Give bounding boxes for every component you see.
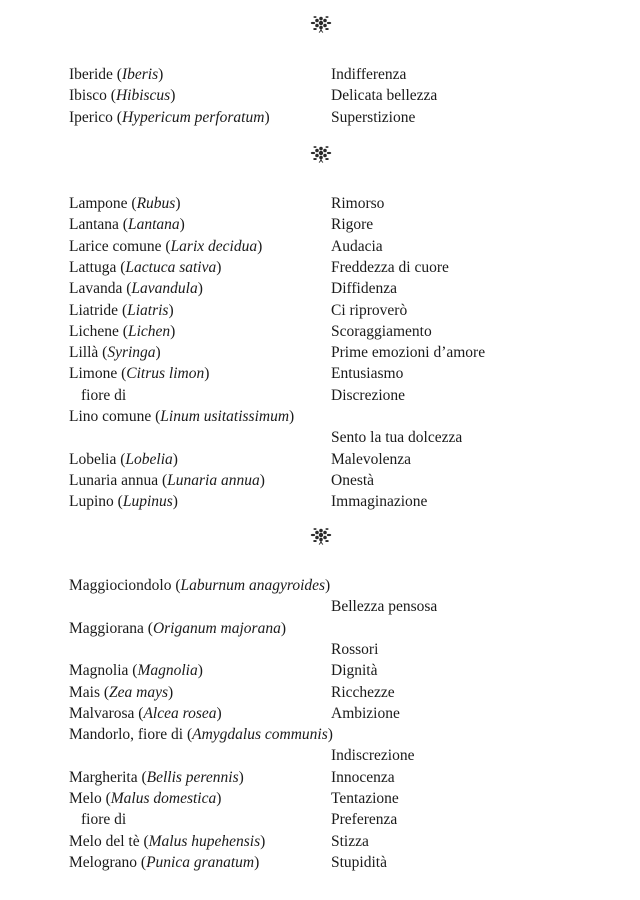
flower-meaning: Sento la tua dolcezza <box>331 429 463 447</box>
flower-entry-row <box>69 193 589 214</box>
flower-name: Lattuga (Lactuca sativa) <box>69 258 222 276</box>
flower-entry-row <box>69 703 589 724</box>
common-name: Lampone <box>69 195 128 212</box>
common-name: Liatride <box>69 301 119 319</box>
common-name: Maggiociondolo <box>69 577 172 594</box>
common-name: Melo <box>69 790 102 807</box>
flower-meaning: Entusiasmo <box>331 365 404 383</box>
common-name: Lavanda <box>69 280 123 298</box>
scientific-name: Origanum majorana <box>152 619 281 637</box>
flower-entry-row <box>69 767 589 788</box>
flower-entry-row <box>69 809 589 830</box>
common-name: Ibisco <box>69 87 107 105</box>
flower-subentry <box>69 385 126 406</box>
flower-name: Ibisco (Hibiscus) <box>69 87 176 105</box>
common-name: Magnolia <box>69 662 129 680</box>
scientific-name: Linum usitatissimum <box>160 408 290 425</box>
flower-entry-row <box>69 406 589 427</box>
floral-ornament-icon <box>309 526 333 546</box>
flower-meaning: Indiscrezione <box>331 747 415 765</box>
flower-meaning: Tentazione <box>331 790 399 807</box>
common-name: Lichene <box>69 322 119 340</box>
flower-subentry <box>69 809 126 830</box>
scientific-name: Punica granatum <box>146 853 255 871</box>
flower-meaning: Audacia <box>331 237 383 255</box>
flower-entry-row <box>69 278 589 299</box>
flower-entry-row <box>69 831 589 852</box>
scientific-name: Magnolia <box>137 662 198 680</box>
flower-name: Maggiociondolo (Laburnum anagyroides) <box>69 577 331 594</box>
flower-entry-row <box>69 724 589 745</box>
common-name: Lillà <box>69 344 99 362</box>
common-name: Limone <box>69 365 118 383</box>
flower-name: Lillà (Syringa) <box>69 344 161 362</box>
flower-entry-row <box>69 257 589 278</box>
scientific-name: Syringa <box>107 344 156 362</box>
flower-entry-row <box>69 85 589 106</box>
flower-entry-row <box>69 491 589 512</box>
common-name: Lino comune <box>69 408 152 425</box>
common-name: Margherita <box>69 768 138 786</box>
flower-name: Liatride (Liatris) <box>69 301 174 319</box>
common-name: Lupino <box>69 493 114 511</box>
flower-meaning: Freddezza di cuore <box>331 258 449 276</box>
flower-entry-row <box>69 788 589 809</box>
flower-entry-row <box>69 660 589 681</box>
common-name: Melograno <box>69 853 138 871</box>
common-name: Melo del tè <box>69 832 140 850</box>
scientific-name: Lupinus <box>122 493 173 511</box>
flower-entry-row <box>69 470 589 491</box>
scientific-name: Rubus <box>136 195 176 212</box>
flower-subentry-label: fiore di <box>81 386 127 404</box>
flower-meaning: Stupidità <box>331 853 387 871</box>
flower-name: Lupino (Lupinus) <box>69 493 178 511</box>
common-name: Malvarosa <box>69 704 135 722</box>
flower-name: Mandorlo, fiore di (Amygdalus communis) <box>69 726 333 744</box>
common-name: Lunaria annua <box>69 471 159 489</box>
flower-meaning: Innocenza <box>331 768 395 786</box>
flower-entry-row <box>69 682 589 703</box>
flower-entry-row <box>69 852 589 873</box>
flower-name: Margherita (Bellis perennis) <box>69 768 244 786</box>
flower-subentry-label: fiore di <box>81 811 127 829</box>
common-name: Lantana <box>69 216 119 234</box>
flower-name: Limone (Citrus limon) <box>69 365 210 383</box>
flower-meaning: Malevolenza <box>331 450 412 468</box>
floral-ornament-icon <box>309 14 333 34</box>
scientific-name: Lactuca sativa <box>125 258 217 276</box>
scientific-name: Lantana <box>127 216 180 234</box>
flower-meaning: Rossori <box>331 640 379 658</box>
common-name: Iberide <box>69 66 113 83</box>
flower-name: Malvarosa (Alcea rosea) <box>69 704 222 722</box>
scientific-name: Zea mays <box>109 683 169 701</box>
flower-meaning: Ambizione <box>331 704 400 722</box>
flower-name: Lampone (Rubus) <box>69 195 181 212</box>
scientific-name: Iberis <box>121 66 159 83</box>
scientific-name: Liatris <box>127 301 169 319</box>
flower-entry-row <box>69 385 589 406</box>
flower-name: Lobelia (Lobelia) <box>69 450 178 468</box>
flower-meaning: Preferenza <box>331 811 398 829</box>
flower-entry-row <box>69 363 589 384</box>
flower-entry-row <box>69 618 589 639</box>
common-name: Mandorlo, fiore di <box>69 726 184 744</box>
flower-meaning: Indifferenza <box>331 66 407 83</box>
scientific-name: Citrus limon <box>126 365 205 383</box>
scientific-name: Amygdalus communis <box>192 726 328 744</box>
flower-name: Mais (Zea mays) <box>69 683 174 701</box>
flower-meaning: Dignità <box>331 662 378 680</box>
scientific-name: Lichen <box>127 322 171 340</box>
flower-entry-row <box>69 639 589 660</box>
flower-name: Lavanda (Lavandula) <box>69 280 203 298</box>
flower-entry-row <box>69 745 589 766</box>
flower-entry-row <box>69 575 589 596</box>
scientific-name: Lobelia <box>125 450 173 468</box>
flower-name: Melo del tè (Malus hupehensis) <box>69 832 266 850</box>
scientific-name: Malus domestica <box>110 790 217 807</box>
flower-name: Larice comune (Larix decidua) <box>69 237 263 255</box>
flower-entry-row <box>69 64 589 85</box>
flower-entry-row <box>69 300 589 321</box>
flower-meaning: Scoraggiamento <box>331 322 432 340</box>
flower-entry-row <box>69 107 589 128</box>
flower-meaning: Bellezza pensosa <box>331 598 438 616</box>
common-name: Maggiorana <box>69 619 144 637</box>
flower-entry-row <box>69 321 589 342</box>
flower-name: Magnolia (Magnolia) <box>69 662 203 680</box>
scientific-name: Bellis perennis <box>146 768 239 786</box>
flower-meaning: Prime emozioni d’amore <box>331 344 486 362</box>
scientific-name: Lavandula <box>131 280 198 298</box>
common-name: Mais <box>69 683 100 701</box>
flower-entry-row <box>69 214 589 235</box>
flower-entry-row <box>69 449 589 470</box>
flower-meaning: Ci riproverò <box>331 301 408 319</box>
scientific-name: Larix decidua <box>170 237 258 255</box>
scientific-name: Malus hupehensis <box>148 832 261 850</box>
flower-meaning: Ricchezze <box>331 683 395 701</box>
flower-meaning: Rimorso <box>331 195 385 212</box>
flower-name: Iperico (Hypericum perforatum) <box>69 108 270 126</box>
flower-name: Melograno (Punica granatum) <box>69 853 260 871</box>
flower-name: Lichene (Lichen) <box>69 322 176 340</box>
flower-meaning: Superstizione <box>331 108 416 126</box>
floral-ornament-icon <box>309 144 333 164</box>
common-name: Lattuga <box>69 258 117 276</box>
scientific-name: Laburnum anagyroides <box>180 577 326 594</box>
flower-name: Lantana (Lantana) <box>69 216 185 234</box>
flower-entry-row <box>69 596 589 617</box>
flower-meaning: Delicata bellezza <box>331 87 438 105</box>
common-name: Iperico <box>69 108 113 126</box>
common-name: Larice comune <box>69 237 162 255</box>
scientific-name: Hypericum perforatum <box>121 108 265 126</box>
common-name: Lobelia <box>69 450 117 468</box>
scientific-name: Alcea rosea <box>143 704 217 722</box>
flower-meaning: Rigore <box>331 216 374 234</box>
flower-entry-row <box>69 342 589 363</box>
scientific-name: Lunaria annua <box>167 471 260 489</box>
flower-meaning: Immaginazione <box>331 493 428 511</box>
flower-name: Iberide (Iberis) <box>69 66 164 83</box>
flower-entry-row <box>69 427 589 448</box>
flower-name: Lunaria annua (Lunaria annua) <box>69 471 265 489</box>
scientific-name: Hibiscus <box>115 87 171 105</box>
flower-entry-row <box>69 236 589 257</box>
flower-name: Lino comune (Linum usitatissimum) <box>69 408 295 425</box>
flower-meaning: Onestà <box>331 471 375 489</box>
flower-name: Maggiorana (Origanum majorana) <box>69 619 286 637</box>
flower-meaning: Stizza <box>331 832 369 850</box>
flower-name: Melo (Malus domestica) <box>69 790 222 807</box>
flower-meaning: Diffidenza <box>331 280 397 298</box>
flower-meaning: Discrezione <box>331 386 406 404</box>
